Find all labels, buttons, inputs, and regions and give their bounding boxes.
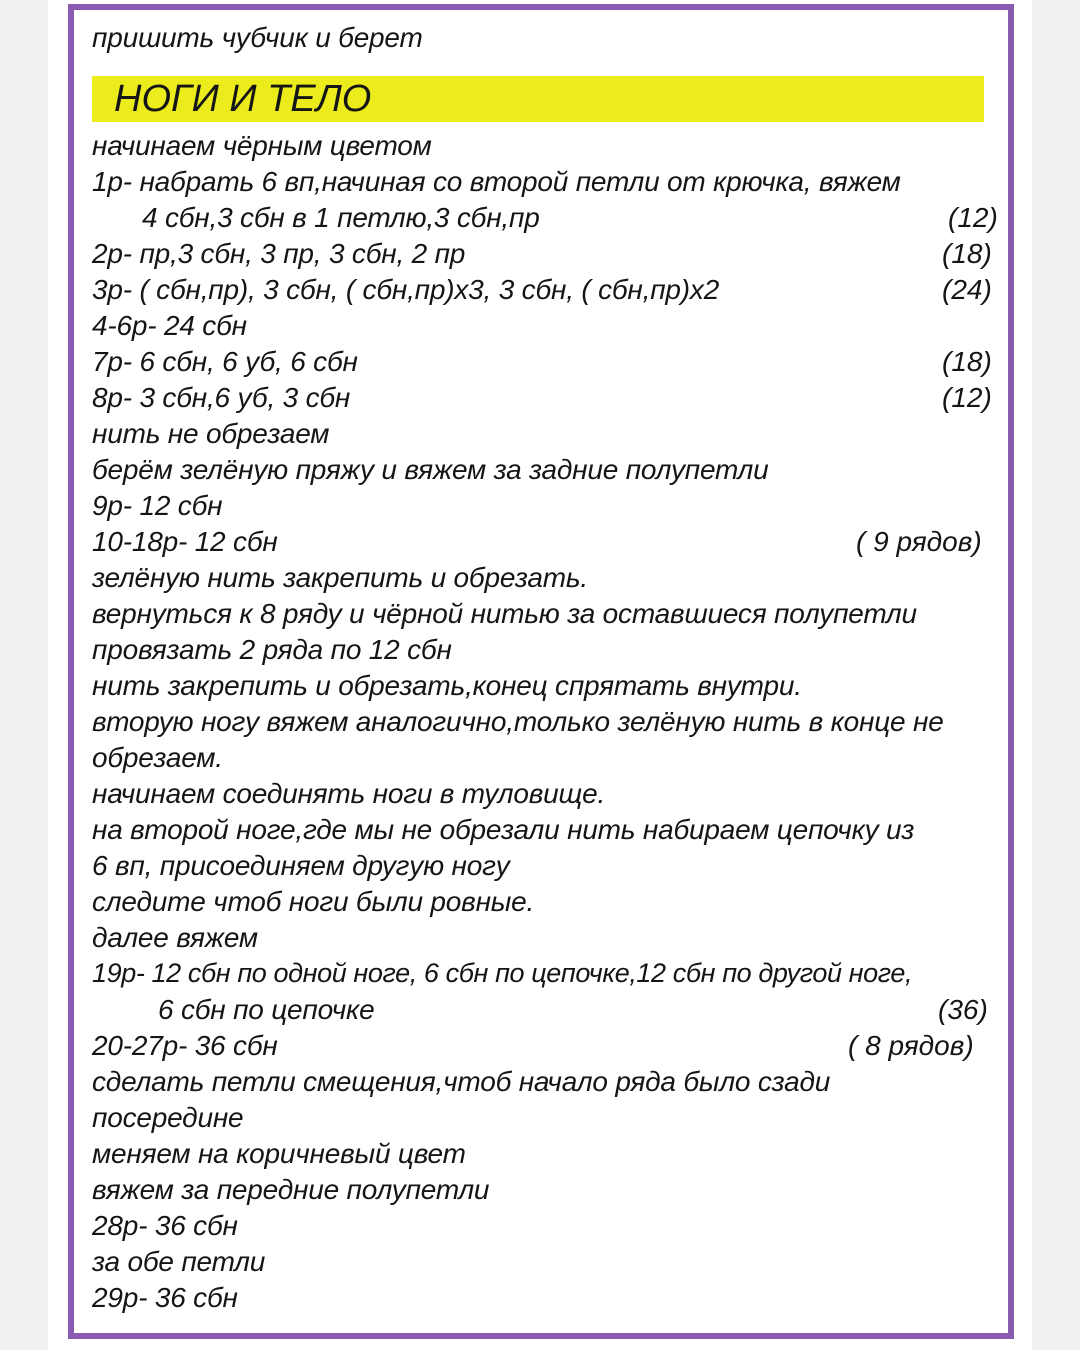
- pattern-line: меняем на коричневый цвет: [92, 1138, 466, 1169]
- row-count: ( 9 рядов): [856, 526, 982, 557]
- stitch-count: (12): [948, 202, 998, 233]
- pattern-line: 6 сбн по цепочке: [158, 994, 375, 1025]
- pattern-line: вяжем за передние полупетли: [92, 1174, 490, 1205]
- pattern-line: нить не обрезаем: [92, 418, 330, 449]
- pattern-line: вторую ногу вяжем аналогично,только зелёную нить в конце не: [92, 706, 944, 737]
- pattern-line: 8р- 3 сбн,6 уб, 3 сбн: [92, 382, 351, 413]
- row-count: ( 8 рядов): [848, 1030, 974, 1061]
- intro-text: пришить чубчик и берет: [92, 22, 423, 53]
- pattern-line: сделать петли смещения,чтоб начало ряда было сзади: [92, 1066, 831, 1097]
- pattern-line: 9р- 12 сбн: [92, 490, 223, 521]
- pattern-line: 6 вп, присоединяем другую ногу: [92, 850, 510, 881]
- pattern-line: нить закрепить и обрезать,конец спрятать внутри.: [92, 670, 802, 701]
- pattern-line: далее вяжем: [92, 922, 258, 953]
- pattern-line: посередине: [92, 1102, 244, 1133]
- pattern-line: за обе петли: [92, 1246, 266, 1277]
- pattern-line: 29р- 36 сбн: [92, 1282, 238, 1313]
- pattern-line: 1р- набрать 6 вп,начиная со второй петли от крючка, вяжем: [92, 166, 901, 197]
- pattern-line: 10-18р- 12 сбн: [92, 526, 278, 557]
- pattern-line: на второй ноге,где мы не обрезали нить набираем цепочку из: [92, 814, 915, 845]
- pattern-line: 4-6р- 24 сбн: [92, 310, 247, 341]
- pattern-line: начинаем соединять ноги в туловище.: [92, 778, 606, 809]
- pattern-line: 3р- ( сбн,пр), 3 сбн, ( сбн,пр)х3, 3 сбн, ( сбн,пр)х2: [92, 274, 720, 305]
- stitch-count: (36): [938, 994, 988, 1025]
- pattern-line: берём зелёную пряжу и вяжем за задние полупетли: [92, 454, 769, 485]
- pattern-line: провязать 2 ряда по 12 сбн: [92, 634, 452, 665]
- pattern-line: вернуться к 8 ряду и чёрной нитью за оставшиеся полупетли: [92, 598, 917, 629]
- pattern-line: 7р- 6 сбн, 6 уб, 6 сбн: [92, 346, 358, 377]
- pattern-line: начинаем чёрным цветом: [92, 130, 432, 161]
- pattern-line: 28р- 36 сбн: [92, 1210, 238, 1241]
- section-title: НОГИ И ТЕЛО: [114, 78, 372, 120]
- pattern-line: следите чтоб ноги были ровные.: [92, 886, 535, 917]
- pattern-line: 4 сбн,3 сбн в 1 петлю,3 сбн,пр: [142, 202, 540, 233]
- pattern-line: обрезаем.: [92, 742, 223, 773]
- stitch-count: (18): [942, 346, 992, 377]
- stitch-count: (18): [942, 238, 992, 269]
- pattern-line: 19р- 12 сбн по одной ноге, 6 сбн по цепочке,12 сбн по другой ноге,: [92, 958, 913, 988]
- stitch-count: (24): [942, 274, 992, 305]
- pattern-line: 20-27р- 36 сбн: [92, 1030, 278, 1061]
- pattern-line: зелёную нить закрепить и обрезать.: [92, 562, 589, 593]
- pattern-line: 2р- пр,3 сбн, 3 пр, 3 сбн, 2 пр: [92, 238, 466, 269]
- stitch-count: (12): [942, 382, 992, 413]
